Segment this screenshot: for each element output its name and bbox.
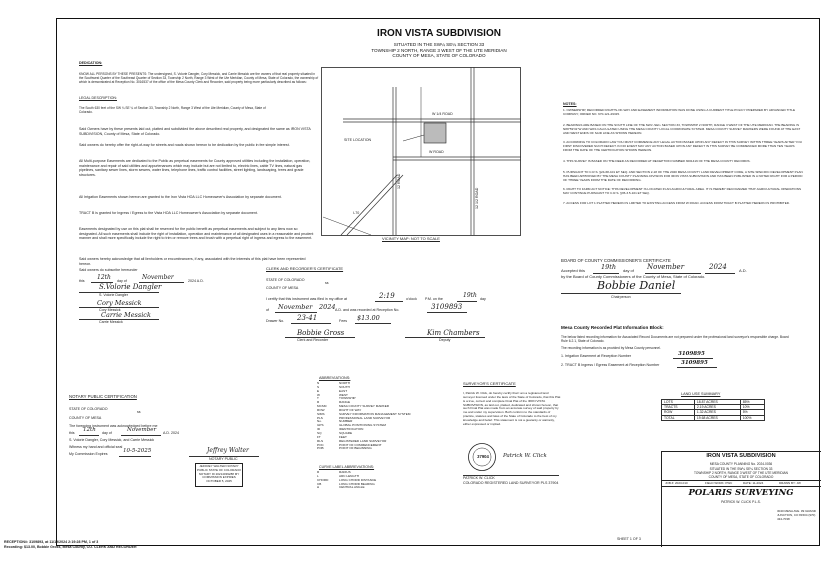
abbreviations-heading: ABBREVIATIONS: (319, 376, 351, 380)
owner-signature-3: Carrie Messick (101, 311, 151, 319)
land-use-cell: TRACTS (662, 405, 695, 410)
abbreviation-meaning: NUMBER (339, 419, 353, 424)
abbreviation-code: GPS (317, 423, 324, 428)
clerk-month: November (278, 303, 313, 311)
land-use-row (662, 415, 765, 420)
abbreviation-code: POB (317, 446, 324, 451)
notary-heading: NOTARY PUBLIC CERTIFICATION (69, 395, 137, 399)
dedication-paragraph-5: TRACT B is granted for Ingress / Egress to the Vista HOA LLC Homeowner's Association by separate document. (79, 211, 258, 215)
abbreviation-code: SQ (317, 430, 322, 435)
abbreviation-meaning: SQUARE (339, 430, 353, 435)
title-line-1: SITUATED IN THE SW¼ SE¼ SECTION 33 (393, 42, 485, 47)
note-3: 3. ACCORDING TO COLORADO LAW YOU MUST COMMENCE ANY LEGAL ACTION BASED UPON ANY DEFECT IN THIS SURVEY WITHIN THREE YEARS AFTER YOU FIRST DISCOVERED SUCH DEFECT. IN NO EVENT MAY ANY ACTION BASED UPON ANY DEFECT IN THIS SURVEY BE COMMENCED MORE THAN TEN YEARS FROM THE DATE OF THE CERTIFICATION SHOWN HEREON. (563, 141, 803, 152)
abbreviation-meaning: EAST (339, 388, 348, 393)
title-block-line-2: TOWNSHIP 2 NORTH, RANGE 3 WEST OF THE UTE MERIDIAN (694, 471, 788, 475)
title-block-job: JOB #: 2023-010 (665, 481, 688, 485)
abbreviation-code: RLS (317, 438, 324, 443)
clerk-fees: $13.00 (357, 314, 380, 322)
board-year: 2024 (709, 263, 727, 271)
abbreviation-meaning: LONG CHORD BEARING (339, 481, 375, 486)
land-use-cell: 19.68 ACRES (694, 415, 740, 420)
abbreviation-code: R (317, 470, 320, 474)
owner-label-1: S. Volorie Dangler (99, 293, 128, 297)
title-block-date: DATE: 11-2024 (743, 481, 764, 485)
dedication-paragraph-6: Easements designated by use on this plat shall be reserved for the public benefit as perpetual easements and subject to any liens now so designated. All such easements shall include the right of installation, operation and maintenance of all designated uses in a reasonable and prudent manner and shall more specifically include the right to trim or remove trees and brush with a perpetual right of ingress and egress to the easement. (79, 227, 314, 241)
abbreviation-meaning: SOUTH (339, 384, 350, 389)
clerk-oclock: o'clock (406, 297, 417, 301)
clerk-drawer-label: Drawer No. (266, 319, 285, 323)
clerk-reception: 3109893 (431, 303, 463, 311)
recording-stamp-line-2: Recording: $13.00, Bobbie Gross, Mesa County, CO. CLERK AND RECORDER (4, 545, 137, 549)
notary-by: S. Volorie Dangler, Cory Messick, and Carrie Messick (69, 438, 155, 442)
land-use-cell: 18.87 ACRES (694, 400, 740, 405)
clerk-signature: Bobbie Gross (297, 329, 345, 337)
abbreviation-code: Δ (317, 485, 320, 490)
land-use-cell: 2.19 ACRES (694, 405, 740, 410)
abbreviation-code: No. (317, 419, 322, 424)
clerk-line1a: I certify that this instrument was filed in my office at (266, 297, 348, 301)
title-block-drawn: DRAWN BY: JW (779, 481, 801, 485)
land-use-cell: 1.32 ACRES (694, 410, 740, 415)
vicinity-road-label-12: 12 ROAD (397, 173, 401, 189)
plat-info-note: The recording information is as provided by Mesa County personnel. (561, 346, 661, 350)
clerk-fees-label: Fees (339, 319, 347, 323)
title-line-3: COUNTY OF MESA, STATE OF COLORADO (392, 53, 486, 58)
board-day-of: day of (623, 269, 634, 273)
abbreviation-meaning: PROFESSIONAL LAND SURVEYOR (339, 415, 391, 420)
site-location-box (424, 123, 446, 143)
board-chair-label: Chairperson (611, 295, 631, 299)
plat-info-reception-2: 3109895 (681, 360, 708, 366)
plat-info-line-2: 2. TRACT B Ingress / Egress Easement at Reception Number (561, 363, 660, 367)
abbreviation-code: PLS (317, 415, 323, 420)
abbreviation-code: ROW (317, 407, 325, 412)
notary-month: November (127, 427, 157, 433)
notary-day: 12th (83, 427, 96, 433)
abbreviation-meaning: RANGE (339, 400, 351, 405)
notary-expires-label: My Commission Expires (69, 452, 108, 456)
notary-state: STATE OF COLORADO (69, 407, 108, 411)
sign-this: this (79, 279, 85, 283)
abbreviation-row (317, 447, 437, 451)
clerk-time: 2:19 (379, 292, 395, 300)
vicinity-road-label-12-half: 12 1/2 ROAD (475, 187, 479, 209)
plat-info-heading: Mesa County Recorded Plat Information Block: (561, 325, 664, 330)
note-6: 6. RIGHT TO FARM ACT NOTICE: THIS DEVELOPMENT IS LOCATED IN AN AGRICULTURAL AREA. IT IS HEREBY RECOGNIZED THAT AGRICULTURAL OPERATIONS MAY CONTINUE PURSUANT TO C.R.S. §35-3.5-101 ET SEQ. (563, 188, 802, 195)
abbreviation-code: L (317, 473, 319, 478)
clerk-day: 19th (463, 292, 477, 299)
board-signature: Bobbie Daniel (597, 279, 676, 292)
owner-label-3: Carrie Messick (99, 320, 123, 324)
dedication-paragraph-1: Said Owners have by these presents laid out, platted and subdivided the above described real property, and designated the same as IRON VISTA SUBDIVISION, County of Mesa, State of Colorado. (79, 127, 311, 136)
abbreviation-meaning: MESA COUNTY SURVEY MARKER (339, 404, 390, 409)
vicinity-site-location-label: SITE LOCATION (344, 138, 372, 142)
clerk-recorded: A.D. and was recorded at Reception No. (335, 308, 400, 312)
notary-year: A.D. 2024 (163, 431, 179, 435)
plat-title: IRON VISTA SUBDIVISION (377, 28, 501, 39)
abbreviation-code: POC (317, 442, 324, 447)
title-line-2: TOWNSHIP 2 NORTH, RANGE 3 WEST OF THE UTE MERIDIAN (371, 47, 507, 53)
notary-seal: JEFFREY WALTER NOTARY PUBLIC STATE OF COLORADO NOTARY ID 20214039288 MY COMMISSION EXPIRES OCTOBER 5, 2025 (195, 463, 243, 487)
sign-month: November (142, 274, 174, 281)
note-2: 2. BEARINGS ARE BASED ON THE SOUTH LINE OF THE SW¼ SE¼ SECTION 33, TOWNSHIP 2 NORTH, RANGE 3 WEST OF THE UTE MERIDIAN. THE BEARING IS N89°59'31"W AND WAS CALCULATED USING THE MESA COUNTY LOCAL COORDINATE SYSTEM. MESA COUNTY SURVEY MARKERS WERE FOUND AT THE EAST AND WEST ENDS OF SAID LINE AS SHOWN HEREON. (563, 124, 801, 135)
abbreviation-code: N (317, 381, 320, 385)
land-use-cell: ROW (662, 410, 695, 415)
legal-description: The South 630 feet of the SW ¼ SE ¼ of Section 33, Township 2 North, Range 3 West of the Ute Meridian, County of Mesa, State of Colorado. (79, 106, 266, 114)
abbreviation-code: W (317, 392, 320, 397)
surveyor-name: PATRICK W. CLICK (463, 476, 495, 480)
curve-abbreviation-row (317, 486, 437, 490)
deputy-label: Deputy (439, 338, 451, 342)
abbreviation-meaning: SURVEY INFORMATION MANAGEMENT SYSTEM (339, 411, 411, 416)
abbreviation-code: T (317, 396, 319, 401)
dedication-paragraph-7: Said owners hereby acknowledge that all lienholders or encumbrancers, if any, associated with the interests of this plat have been represented hereon. (79, 257, 306, 266)
board-heading: BOARD OF COUNTY COMMISSIONER'S CERTIFICATE (561, 259, 671, 263)
land-use-cell: LOTS (662, 400, 695, 405)
abbreviation-meaning: POINT OF COMMENCEMENT (339, 442, 382, 447)
plat-info-reception-1: 3109895 (678, 351, 705, 357)
sign-intro: Said owners do subscribe hereunder (79, 268, 138, 272)
abbreviation-code: MCSM (317, 404, 327, 409)
title-block-address: 3040 MESA AVE. #9 GRAND JUNCTION, CO 81504 (970) 434-7038 (777, 510, 816, 521)
land-use-cell: 10% (740, 405, 764, 410)
curve-abbreviations-list (317, 471, 437, 490)
notary-ss: ss (137, 410, 141, 414)
abbreviation-code: CHORD (317, 477, 329, 482)
board-accepted: Accepted this (561, 269, 586, 273)
clerk-state: STATE OF COLORADO (266, 278, 305, 282)
clerk-drawer: 23-41 (297, 314, 318, 322)
abbreviation-meaning: ARC LENGTH (339, 473, 359, 478)
notary-this: this (69, 431, 75, 435)
owner-label-2: Cory Messick (99, 308, 121, 312)
title-block-name: IRON VISTA SUBDIVISION (706, 453, 776, 459)
recording-stamp-line-1: RECEPTION#: 3109893, at 11/19/2024 2:19:28 PM, 1 of 3 (4, 540, 99, 544)
surveyor-body: I, Patrick W. Click, do hereby certify that I am a registered land surveyor licensed under the laws of the State of Colorado, that this Plat is a true, correct and complete Final Plat of the IRON VISTA SUBDIVISION, as laid out, platted, dedicated and shown hereon, that such Final Plat was made from an accurate survey of said property by me and under my supervision. Both conform to the standards of practice, statutes and laws of the State of Colorado to the best of my knowledge and belief. This statement is not a guaranty or warranty, either expressed or implied. (463, 392, 561, 426)
legal-description-heading: LEGAL DESCRIPTION: (79, 96, 118, 100)
sheet-number: SHEET 1 OF 3 (617, 537, 641, 541)
board-ad: A.D. (739, 269, 747, 273)
sign-year: 2024 A.D. (188, 279, 204, 283)
board-month: November (647, 263, 685, 271)
title-block-field: FIELD WORK: PWC (705, 481, 733, 485)
clerk-heading: CLERK AND RECORDER'S CERTIFICATE (266, 267, 344, 271)
abbreviation-meaning: IDENTIFICATION (339, 427, 364, 432)
dedication-body: KNOW ALL PERSONS BY THESE PRESENTS: The undersigned, S. Volorie Dangler, Cory Messick, and Carrie Messick are the owners of that real property situated in the Southwest Quarter of the Southeast Quarter of Section 33, Township 2 North, Range 3 West of the Ute Meridian, County of Mesa, State of Colorado, the ownership of which is demonstrated at Reception No. 3016537 of the office of the Mesa County Clerk and Recorder, said property being more particularly described as follows: (79, 72, 319, 84)
dedication-paragraph-2: Said owners do hereby offer the right-of-way for streets and roads shown hereon to be dedication by the public in fee simple interest. (79, 143, 290, 147)
sign-day: 12th (97, 274, 111, 281)
notary-signature: Jeffrey Walter (207, 447, 249, 454)
notary-dayof: day of (102, 431, 112, 435)
abbreviation-code: SIMS (317, 411, 325, 416)
vicinity-caption: VICINITY MAP: NOT TO SCALE (382, 237, 440, 241)
notary-public-label: NOTARY PUBLIC (209, 457, 238, 461)
surveyor-license: COLORADO REGISTERED LAND SURVEYOR PLS 37904 (463, 481, 559, 485)
owner-signature-1: S.Volorie Dangler (99, 283, 162, 291)
land-use-cell: 85% (740, 400, 764, 405)
abbreviation-meaning: GLOBAL POSITIONING SYSTEM (339, 423, 386, 428)
notary-witness: Witness my hand and official seal (69, 445, 123, 449)
note-5: 5. PURSUANT TO C.R.S. §24-68-101 ET SEQ. AND SECTION 2-18 OF THE 2020 MESA COUNTY LAND DEVELOPMENT CODE, A SITE SPECIFIC DEVELOPMENT PLAN HAS BEEN APPROVED BY THE MESA COUNTY PLANNING DIVISION FOR IRON VISTA SUBDIVISION AND HAS BEEN PUBLISHED IN A NOTED RIGHT FOR A PERIOD OF THREE YEARS FROM THE DATE OF RECORDING. (563, 171, 803, 182)
abbreviation-meaning: RIGHT OF WAY (339, 407, 362, 412)
board-day: 19th (601, 263, 617, 271)
title-block-principal: PATRICK W. CLICK P.L.S. (721, 500, 761, 504)
vicinity-highway-label: I-70 (353, 211, 360, 215)
land-use-heading: LAND USE SUMMARY (681, 392, 721, 396)
clerk-year: 2024 (319, 303, 336, 311)
abbreviations-list (317, 382, 437, 451)
abbreviation-meaning: RADIUS (339, 470, 351, 474)
note-1: 1. OWNERSHIP, RECORDED RIGHTS-OF-WAY AND EASEMENT INFORMATION WAS DONE USING A CURRENT TITLE POLICY PREPARED BY ADVANCED TITLE COMPANY, ORDER NO. 670-121-29315. (563, 109, 796, 116)
abbreviation-code: FT (317, 434, 321, 439)
surveyor-signature: Patrick W. Click (503, 453, 547, 459)
vicinity-road-label-w-quarter: W 1/4 ROAD (432, 112, 453, 116)
deputy-signature: Kim Chambers (427, 329, 480, 337)
clerk-ss: ss (325, 281, 329, 285)
curve-abbreviations-heading: CURVE LABEL ABBREVIATIONS: (319, 465, 375, 469)
abbreviation-meaning: WEST (339, 392, 348, 397)
abbreviation-meaning: LONG CHORD DISTANCE (339, 477, 377, 482)
surveyor-heading: SURVEYOR'S CERTIFICATE (463, 382, 516, 386)
vicinity-map (321, 67, 521, 245)
land-use-cell: 5% (740, 410, 764, 415)
clerk-day-label: day (480, 297, 486, 301)
title-block-line-3: COUNTY OF MESA, STATE OF COLORADO (708, 475, 774, 479)
sign-day-of: day of (117, 279, 127, 283)
title-block-firm: POLARIS SURVEYING (688, 488, 794, 498)
abbreviation-code: E (317, 388, 320, 393)
notary-line1: The foregoing instrument was acknowledged before me (69, 424, 158, 428)
note-4: 4. THIS SURVEY IS BASED ON THE DEED AS RECORDED AT RECEPTION NUMBER 3001416 OF THE MESA COUNTY RECORDS. (563, 160, 751, 163)
abbreviation-code: CB (317, 481, 322, 486)
note-7: 7. ACCESS FOR LOT 1 PLATTED HEREON IS LIMITED TO EXISTING ACCESS FROM W ROAD. ACCESS FROM TRACT B PLATTED HEREON IS PROHIBITED. (563, 202, 790, 205)
vicinity-road-label-w: W ROAD (429, 150, 444, 154)
title-block-file: MESA COUNTY PLANNING No. 2024-0036 (709, 462, 773, 466)
title-block-line-1: SITUATED IN THE SW¼ SE¼ SECTION 33 (709, 467, 773, 471)
surveyor-seal-number: 37904 (477, 455, 489, 459)
clerk-ampm: P.M. on the (425, 297, 443, 301)
dedication-heading: DEDICATION: (79, 61, 103, 65)
abbreviation-code: ID (317, 427, 321, 432)
abbreviation-meaning: TOWNSHIP (339, 396, 356, 401)
abbreviation-meaning: POINT OF BEGINNING (339, 446, 372, 451)
abbreviation-meaning: REGISTERED LAND SURVEYOR (339, 438, 387, 443)
dedication-paragraph-4: All Irrigation Easements shown hereon are granted to the Iron Vista HOA LLC Homeowner's Association by separate document. (79, 195, 282, 199)
abbreviation-meaning: FEET (339, 434, 347, 439)
abbreviation-meaning: CENTRAL ANGLE (339, 485, 365, 490)
abbreviation-code: S (317, 384, 320, 389)
board-line2: by the Board of County Commissioners of the County of Mesa, State of Colorado. (561, 275, 706, 279)
land-use-cell: TOTAL (662, 415, 695, 420)
notes-heading: NOTES: (563, 102, 577, 106)
abbreviation-code: R (317, 400, 320, 405)
clerk-label: Clerk and Recorder (297, 338, 329, 342)
plat-info-body: The below listed recording information for Associated Record Documents are not prepared under the professional land surveyor's responsible charge. Board Rule 6.2.1, State of Colorado. (561, 335, 789, 344)
clerk-county: COUNTY OF MESA (266, 286, 299, 290)
land-use-table (661, 399, 765, 421)
land-use-row (662, 405, 765, 410)
clerk-of: of (266, 308, 269, 312)
land-use-cell: 100% (740, 415, 764, 420)
plat-sheet-border (56, 18, 820, 546)
abbreviation-meaning: NORTH (339, 381, 350, 385)
notary-county: COUNTY OF MESA (69, 416, 102, 420)
dedication-paragraph-3: All Multi-purpose Easements are dedicated to the Public as perpetual easements for County approved utilities including the installation, operation, maintenance and repair of said utilities and appurtenances which may include but are not limited to, electric lines, cable TV lines, natural gas pipelines, sanitary sewer lines, storm sewers, water lines, telephone lines, traffic control facilities, street lighting, landscaping, trees and grade structures. (79, 159, 311, 177)
plat-info-line-1: 1. Irrigation Easement at Reception Number (561, 354, 632, 358)
owner-signature-2: Cory Messick (97, 299, 142, 307)
notary-expires: 10-5-2025 (123, 448, 152, 454)
